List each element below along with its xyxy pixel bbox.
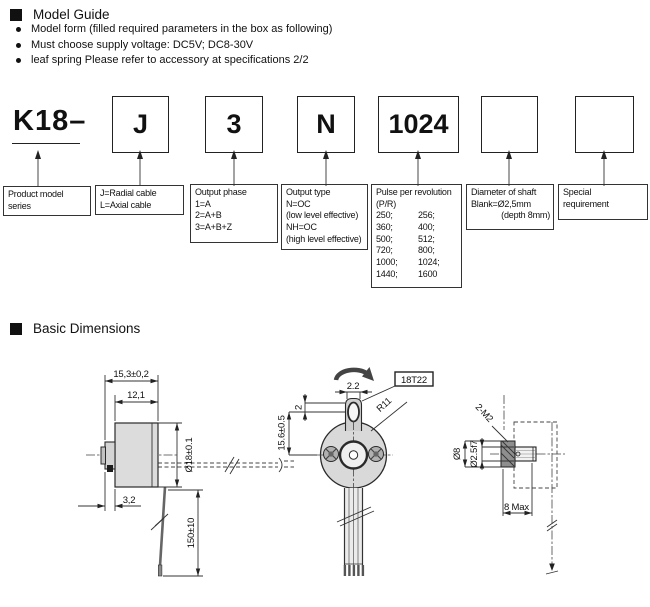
pulse-value: 512; bbox=[418, 233, 435, 244]
shaft-detail-drawing bbox=[438, 368, 650, 607]
note-line bbox=[13, 54, 332, 70]
desc-line: N=OC bbox=[286, 198, 311, 209]
dim-label: 12,1 bbox=[127, 390, 145, 401]
pulse-value: 256; bbox=[418, 210, 435, 221]
basic-dimensions-header bbox=[10, 321, 140, 336]
desc-line: 2=A+B bbox=[195, 210, 222, 221]
desc-product-series bbox=[3, 186, 91, 216]
dim-label: 15.6±0.5 bbox=[276, 415, 288, 451]
dim-label: 2 bbox=[293, 404, 305, 411]
desc-line: L=Axial cable bbox=[100, 199, 152, 210]
note-text: leaf spring Please refer to accessory at specifications 2/2 bbox=[31, 54, 309, 66]
pulse-value: 1440; bbox=[376, 268, 398, 279]
axial-cable-axis bbox=[546, 422, 558, 574]
shaft-hole bbox=[349, 451, 357, 459]
screw-left bbox=[324, 447, 339, 462]
desc-line: 3=A+B+Z bbox=[195, 222, 232, 233]
pulse-value: 1000; bbox=[376, 257, 398, 268]
pulse-value: 1024; bbox=[418, 257, 440, 268]
pulse-value: 720; bbox=[376, 245, 393, 256]
flow-arrow bbox=[415, 150, 421, 186]
desc-line: (high level effective) bbox=[286, 233, 362, 244]
mounting-boss bbox=[105, 442, 115, 469]
encoder-front-view-drawing bbox=[253, 343, 457, 607]
desc-line: Diameter of shaft bbox=[471, 187, 537, 197]
code-box-shaft bbox=[481, 96, 538, 153]
model-prefix: K18– bbox=[13, 105, 87, 137]
flow-arrow bbox=[137, 150, 143, 186]
dim-label: 8 Max bbox=[504, 502, 529, 513]
bullet-icon bbox=[16, 58, 21, 63]
code-box-cable-type: J bbox=[112, 96, 169, 153]
flow-arrow bbox=[506, 150, 512, 186]
dim-label: 3,2 bbox=[122, 495, 136, 506]
desc-pulse-per-revolution bbox=[371, 184, 462, 288]
desc-line: (P/R) bbox=[376, 198, 396, 209]
spring-code-callout bbox=[362, 372, 433, 401]
shaft bbox=[515, 447, 536, 461]
dim-label: Ø2.5f7 bbox=[469, 440, 480, 468]
dim-shaft-length bbox=[503, 463, 532, 516]
section-square-icon bbox=[10, 323, 22, 335]
cable-tip bbox=[158, 565, 162, 576]
pulse-value: 500; bbox=[376, 233, 393, 244]
flow-arrow bbox=[35, 150, 41, 186]
desc-output-phase bbox=[190, 184, 278, 243]
dim-body-radius bbox=[371, 396, 407, 431]
dim-label: R11 bbox=[374, 395, 394, 415]
desc-line: NH=OC bbox=[286, 222, 317, 233]
set-screw bbox=[107, 465, 113, 472]
dim-slot-offset bbox=[294, 394, 346, 421]
bullet-icon bbox=[16, 43, 21, 48]
desc-line: 1=A bbox=[195, 198, 211, 209]
radial-cable bbox=[151, 487, 168, 576]
desc-line: J=Radial cable bbox=[100, 188, 157, 198]
desc-line: Output type bbox=[286, 187, 331, 197]
desc-line: requirement bbox=[563, 198, 609, 209]
section-title-model-guide: Model Guide bbox=[33, 7, 110, 22]
desc-line: Special bbox=[563, 187, 592, 197]
flow-arrows bbox=[0, 148, 650, 186]
code-box-output-type: N bbox=[297, 96, 355, 153]
desc-line: series bbox=[8, 200, 31, 211]
pulse-value: 800; bbox=[418, 245, 435, 256]
desc-special-requirement bbox=[558, 184, 648, 220]
dim-label: 2-M2 bbox=[472, 401, 495, 425]
mounting-flange bbox=[501, 441, 515, 467]
dim-label: Ø8 bbox=[452, 447, 463, 461]
code-box-output-phase: 3 bbox=[205, 96, 263, 153]
dim-label: 18T22 bbox=[401, 375, 427, 386]
pulse-value: 250; bbox=[376, 210, 393, 221]
desc-output-type bbox=[281, 184, 368, 250]
desc-line: Output phase bbox=[195, 187, 247, 197]
dim-label: 150±10 bbox=[186, 517, 197, 549]
dim-cable-length bbox=[163, 490, 203, 576]
shaft-stub bbox=[101, 447, 106, 464]
model-prefix-underline bbox=[12, 143, 80, 144]
bullet-icon bbox=[16, 27, 21, 32]
flow-arrow bbox=[231, 150, 237, 186]
model-guide-header bbox=[10, 7, 110, 22]
dim-label: Ø18±0.1 bbox=[184, 437, 195, 473]
pulse-value: 360; bbox=[376, 222, 393, 233]
desc-line: Blank=Ø2,5mm bbox=[471, 198, 531, 209]
dim-tab-width bbox=[335, 381, 372, 399]
pulse-value: 400; bbox=[418, 222, 435, 233]
code-box-special bbox=[575, 96, 634, 153]
note-text: Must choose supply voltage: DC5V; DC8-30V bbox=[31, 38, 254, 51]
section-title-basic-dimensions: Basic Dimensions bbox=[33, 321, 141, 336]
dim-body-depth bbox=[115, 390, 158, 421]
wire-tips bbox=[344, 565, 364, 576]
flow-arrow bbox=[601, 150, 607, 186]
desc-cable-type bbox=[95, 185, 184, 215]
screw-right bbox=[369, 447, 384, 462]
dim-label: 15,3±0,2 bbox=[113, 369, 149, 380]
note-line bbox=[13, 23, 332, 39]
note-line bbox=[13, 39, 332, 55]
note-text: Model form (filled required parameters in the box as following) bbox=[31, 23, 333, 35]
dim-screw-spec bbox=[473, 402, 508, 442]
desc-line: Product model bbox=[8, 189, 64, 199]
rotation-arrow-icon bbox=[336, 367, 374, 381]
pulse-values-table bbox=[376, 210, 459, 280]
spring-slot bbox=[348, 403, 359, 422]
desc-line: (low level effective) bbox=[286, 210, 359, 221]
desc-line: (depth 8mm) bbox=[501, 210, 550, 221]
encoder-body bbox=[101, 423, 158, 487]
section-square-icon bbox=[10, 9, 22, 21]
flow-arrow bbox=[323, 150, 329, 186]
dim-label: 2.2 bbox=[346, 381, 360, 392]
pulse-value: 1600 bbox=[418, 268, 438, 279]
ribbon-cable bbox=[337, 488, 374, 576]
model-guide-notes bbox=[13, 23, 332, 70]
desc-line: Pulse per revolution bbox=[376, 187, 452, 197]
shaft-screw bbox=[516, 452, 520, 456]
code-box-pulse: 1024 bbox=[378, 96, 459, 153]
desc-shaft-diameter bbox=[466, 184, 554, 230]
